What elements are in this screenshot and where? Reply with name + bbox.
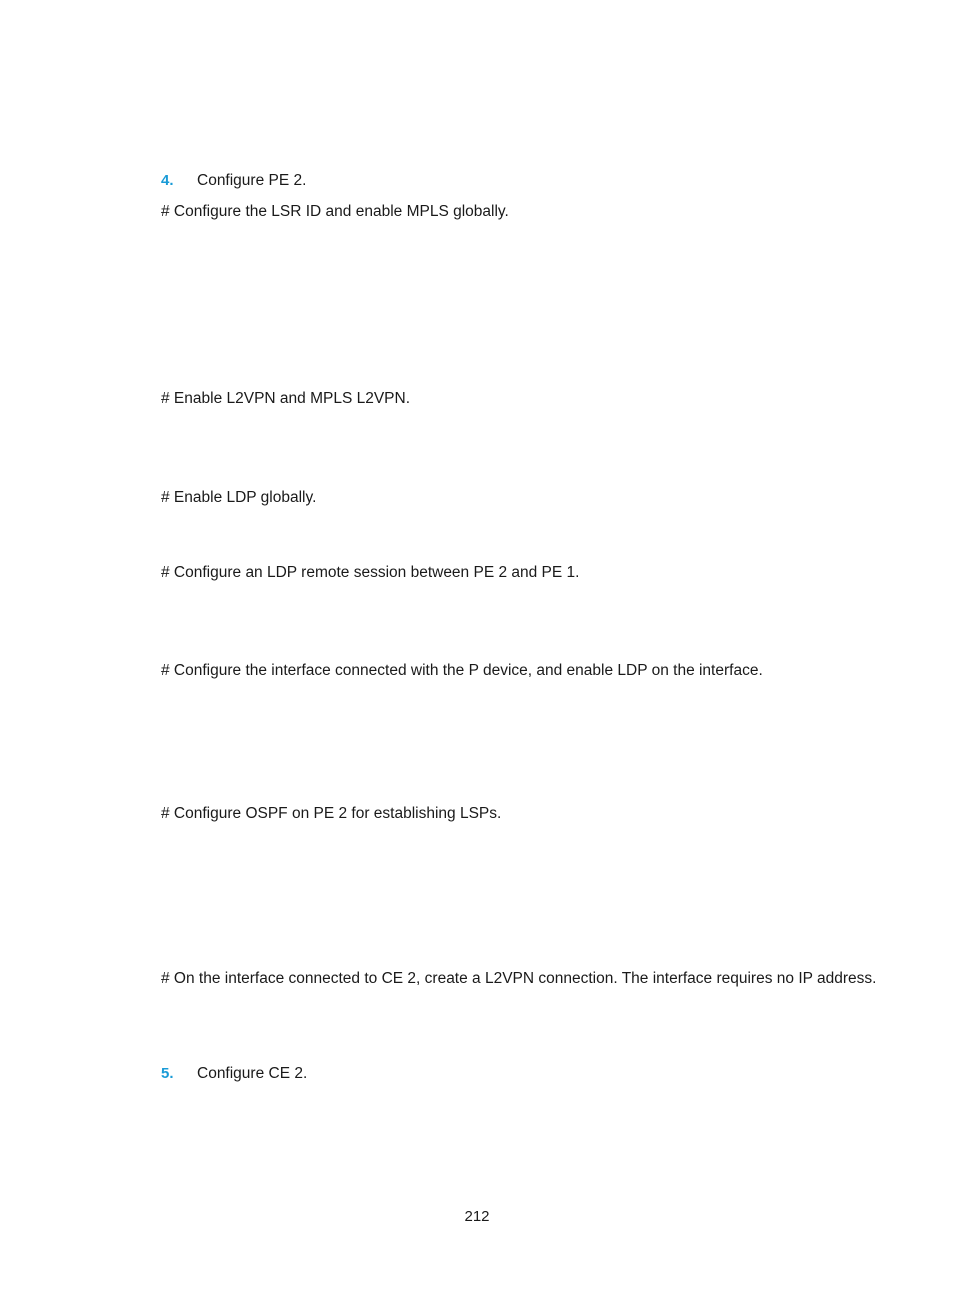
comment-line: # Configure the interface connected with the P device, and enable LDP on the interface. <box>161 662 763 679</box>
comment-line: # Configure an LDP remote session between PE 2 and PE 1. <box>161 564 580 581</box>
comment-line: # On the interface connected to CE 2, create a L2VPN connection. The interface requires no IP address. <box>161 970 877 987</box>
step-label: Configure CE 2. <box>197 1065 308 1082</box>
comment-line: # Configure the LSR ID and enable MPLS globally. <box>161 203 509 220</box>
step-number: 4. <box>161 172 174 189</box>
page-number: 212 <box>464 1208 490 1225</box>
comment-line: # Enable L2VPN and MPLS L2VPN. <box>161 390 411 407</box>
comment-line: # Configure OSPF on PE 2 for establishing LSPs. <box>161 805 502 822</box>
comment-line: # Enable LDP globally. <box>161 489 317 506</box>
step-number: 5. <box>161 1065 174 1082</box>
step-label: Configure PE 2. <box>197 172 307 189</box>
